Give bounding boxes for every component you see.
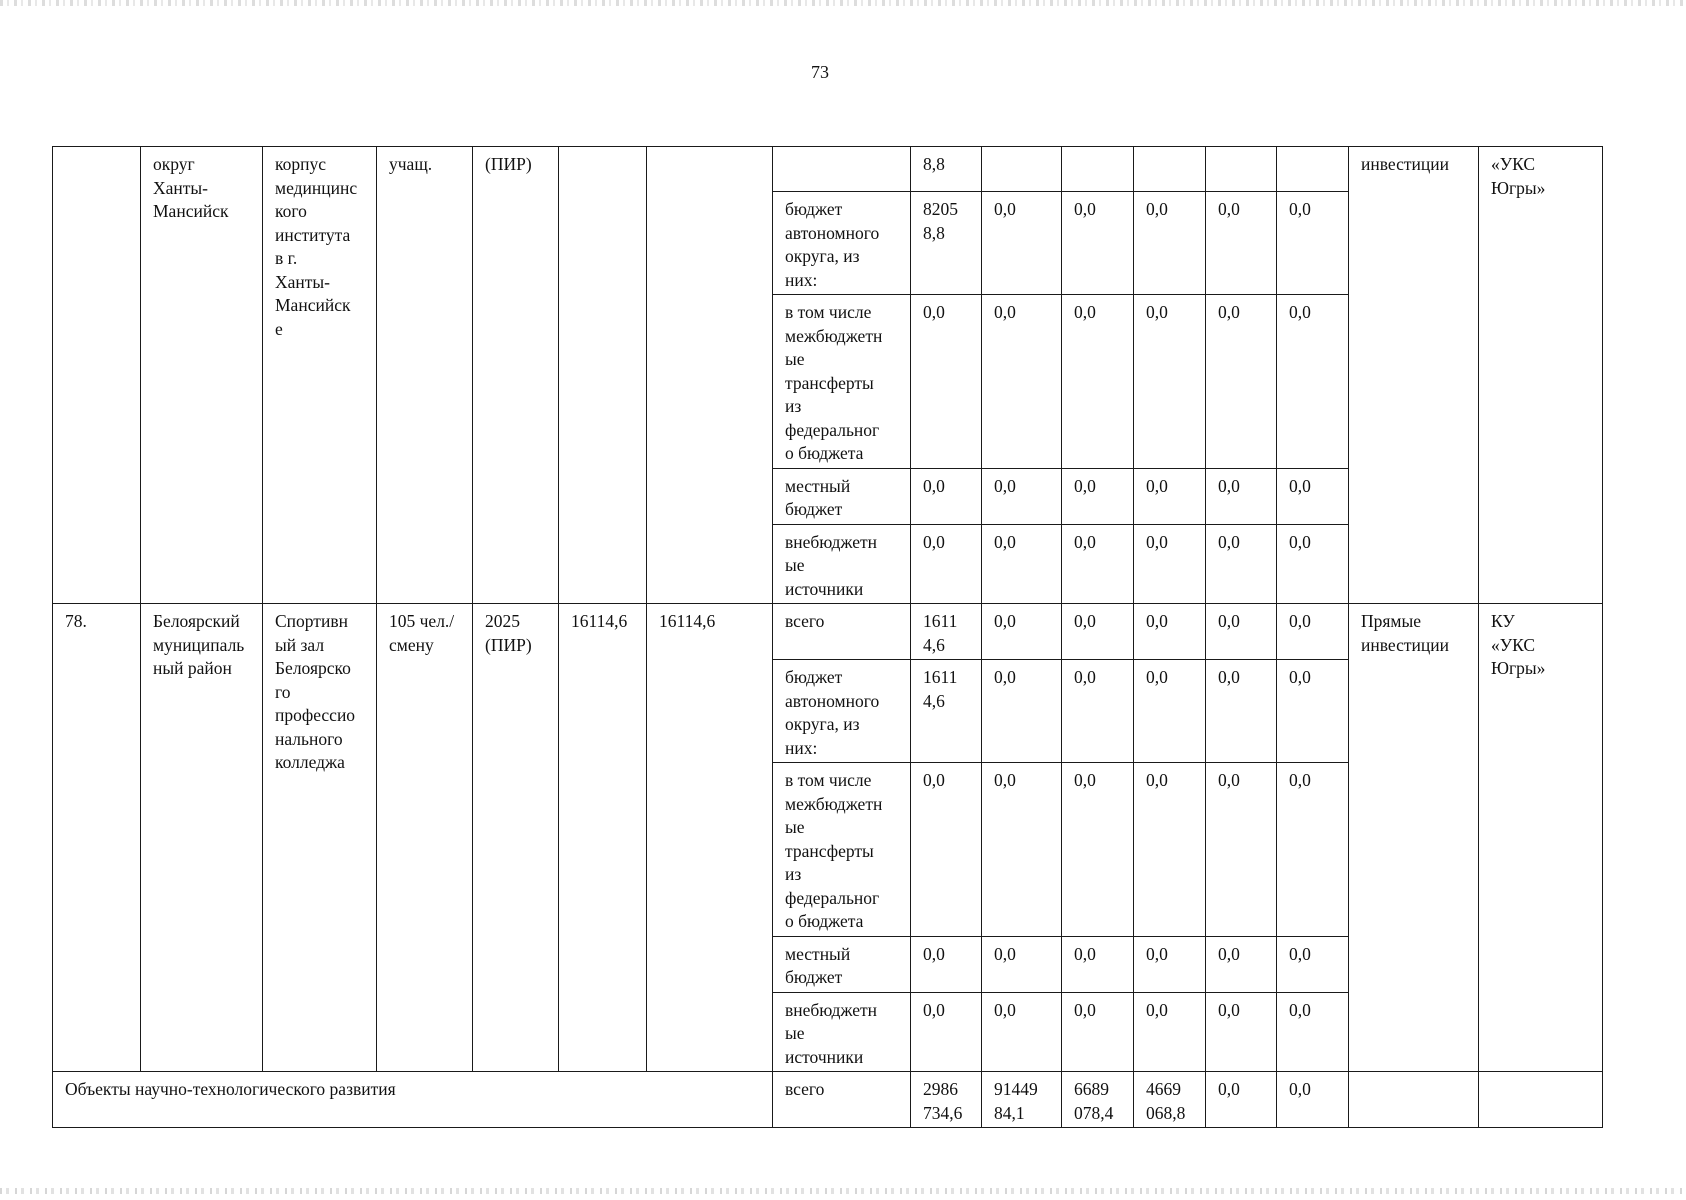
cell-source-label: в том числе межбюджетн ые трансферты из федеральног о бюджета xyxy=(773,763,911,937)
cell-value: 0,0 xyxy=(911,936,982,992)
cell-value: 0,0 xyxy=(1062,468,1134,524)
cell-value: 0,0 xyxy=(911,295,982,469)
budget-table-wrapper xyxy=(52,146,1603,1128)
cell-value xyxy=(1277,147,1349,192)
budget-table xyxy=(52,146,1603,1128)
cell-cost2 xyxy=(647,147,773,604)
cell-value: 0,0 xyxy=(1134,992,1206,1072)
cell-value: 0,0 xyxy=(982,295,1062,469)
cell-value: 0,0 xyxy=(1277,524,1349,604)
cell-source-label: всего xyxy=(773,1072,911,1128)
cell-value: 0,0 xyxy=(1206,295,1277,469)
cell-district: округ Ханты- Мансийск xyxy=(141,147,263,604)
cell-value: 0,0 xyxy=(1277,992,1349,1072)
cell-value: 1611 4,6 xyxy=(911,660,982,763)
cell-value: 0,0 xyxy=(1277,1072,1349,1128)
cell-value: 0,0 xyxy=(1062,524,1134,604)
cell-value: 0,0 xyxy=(982,468,1062,524)
cell-investment-type: инвестиции xyxy=(1349,147,1479,604)
cell-value: 2986 734,6 xyxy=(911,1072,982,1128)
cell-value: 0,0 xyxy=(1277,295,1349,469)
cell-value: 0,0 xyxy=(982,192,1062,295)
cell-customer: «УКС Югры» xyxy=(1479,147,1603,604)
cell-value: 0,0 xyxy=(911,468,982,524)
cell-value: 0,0 xyxy=(1277,192,1349,295)
cell-value: 0,0 xyxy=(1206,1072,1277,1128)
cell-value: 0,0 xyxy=(1134,524,1206,604)
cell-value: 0,0 xyxy=(1134,660,1206,763)
cell-value: 0,0 xyxy=(1062,660,1134,763)
cell-source-label: местный бюджет xyxy=(773,468,911,524)
cell-value: 0,0 xyxy=(1134,192,1206,295)
cell-investment-type xyxy=(1349,1072,1479,1128)
cell-value: 91449 84,1 xyxy=(982,1072,1062,1128)
cell-value: 0,0 xyxy=(1206,660,1277,763)
cell-value: 8205 8,8 xyxy=(911,192,982,295)
cell-value: 0,0 xyxy=(982,524,1062,604)
cell-source-label: внебюджетн ые источники xyxy=(773,992,911,1072)
cell-value: 0,0 xyxy=(982,936,1062,992)
scan-edge-bottom xyxy=(0,1188,1686,1194)
table-row xyxy=(53,147,1603,192)
cell-year: 2025 (ПИР) xyxy=(473,604,559,1072)
cell-district: Белоярский муниципаль ный район xyxy=(141,604,263,1072)
cell-value: 0,0 xyxy=(1206,604,1277,660)
cell-value: 0,0 xyxy=(1062,936,1134,992)
cell-section-label: Объекты научно-технологического развития xyxy=(53,1072,773,1128)
cell-value: 0,0 xyxy=(982,992,1062,1072)
cell-value: 0,0 xyxy=(1134,936,1206,992)
cell-value: 0,0 xyxy=(1134,604,1206,660)
cell-customer xyxy=(1479,1072,1603,1128)
cell-value: 0,0 xyxy=(1062,295,1134,469)
cell-value: 0,0 xyxy=(1206,992,1277,1072)
cell-year: (ПИР) xyxy=(473,147,559,604)
cell-object: корпус мединцинс кого института в г. Ханты- Мансийск е xyxy=(263,147,377,604)
cell-value: 0,0 xyxy=(911,992,982,1072)
cell-value: 0,0 xyxy=(1277,660,1349,763)
cell-cost xyxy=(559,147,647,604)
cell-num: 78. xyxy=(53,604,141,1072)
cell-capacity: 105 чел./ смену xyxy=(377,604,473,1072)
cell-value: 8,8 xyxy=(911,147,982,192)
cell-value: 6689 078,4 xyxy=(1062,1072,1134,1128)
scan-edge-top xyxy=(0,0,1686,6)
cell-source-label xyxy=(773,147,911,192)
cell-source-label: всего xyxy=(773,604,911,660)
cell-source-label: в том числе межбюджетн ые трансферты из федеральног о бюджета xyxy=(773,295,911,469)
cell-value: 0,0 xyxy=(1206,524,1277,604)
cell-source-label: бюджет автономного округа, из них: xyxy=(773,192,911,295)
page-number: 73 xyxy=(811,62,829,82)
cell-value: 0,0 xyxy=(911,763,982,937)
cell-value: 0,0 xyxy=(1134,468,1206,524)
cell-value: 4669 068,8 xyxy=(1134,1072,1206,1128)
cell-value: 0,0 xyxy=(1062,992,1134,1072)
cell-value: 0,0 xyxy=(1134,295,1206,469)
cell-value: 0,0 xyxy=(1062,604,1134,660)
cell-value: 0,0 xyxy=(982,660,1062,763)
cell-source-label: местный бюджет xyxy=(773,936,911,992)
cell-value: 0,0 xyxy=(1277,604,1349,660)
cell-value xyxy=(1134,147,1206,192)
cell-value: 0,0 xyxy=(1134,763,1206,937)
cell-investment-type: Прямые инвестиции xyxy=(1349,604,1479,1072)
cell-value: 1611 4,6 xyxy=(911,604,982,660)
cell-value: 0,0 xyxy=(911,524,982,604)
cell-num xyxy=(53,147,141,604)
cell-value: 0,0 xyxy=(1277,763,1349,937)
cell-value: 0,0 xyxy=(1206,192,1277,295)
table-row xyxy=(53,604,1603,660)
table-row-total xyxy=(53,1072,1603,1128)
cell-source-label: бюджет автономного округа, из них: xyxy=(773,660,911,763)
cell-source-label: внебюджетн ые источники xyxy=(773,524,911,604)
cell-cost2: 16114,6 xyxy=(647,604,773,1072)
cell-value: 0,0 xyxy=(1062,763,1134,937)
cell-value xyxy=(1206,147,1277,192)
cell-customer: КУ «УКС Югры» xyxy=(1479,604,1603,1072)
cell-value: 0,0 xyxy=(1062,192,1134,295)
cell-value: 0,0 xyxy=(982,763,1062,937)
cell-value: 0,0 xyxy=(982,604,1062,660)
cell-value: 0,0 xyxy=(1277,468,1349,524)
cell-object: Спортивн ый зал Белоярско го профессио нального колледжа xyxy=(263,604,377,1072)
cell-value: 0,0 xyxy=(1277,936,1349,992)
cell-value: 0,0 xyxy=(1206,936,1277,992)
cell-value: 0,0 xyxy=(1206,468,1277,524)
cell-capacity: учащ. xyxy=(377,147,473,604)
cell-cost: 16114,6 xyxy=(559,604,647,1072)
cell-value xyxy=(982,147,1062,192)
cell-value: 0,0 xyxy=(1206,763,1277,937)
cell-value xyxy=(1062,147,1134,192)
